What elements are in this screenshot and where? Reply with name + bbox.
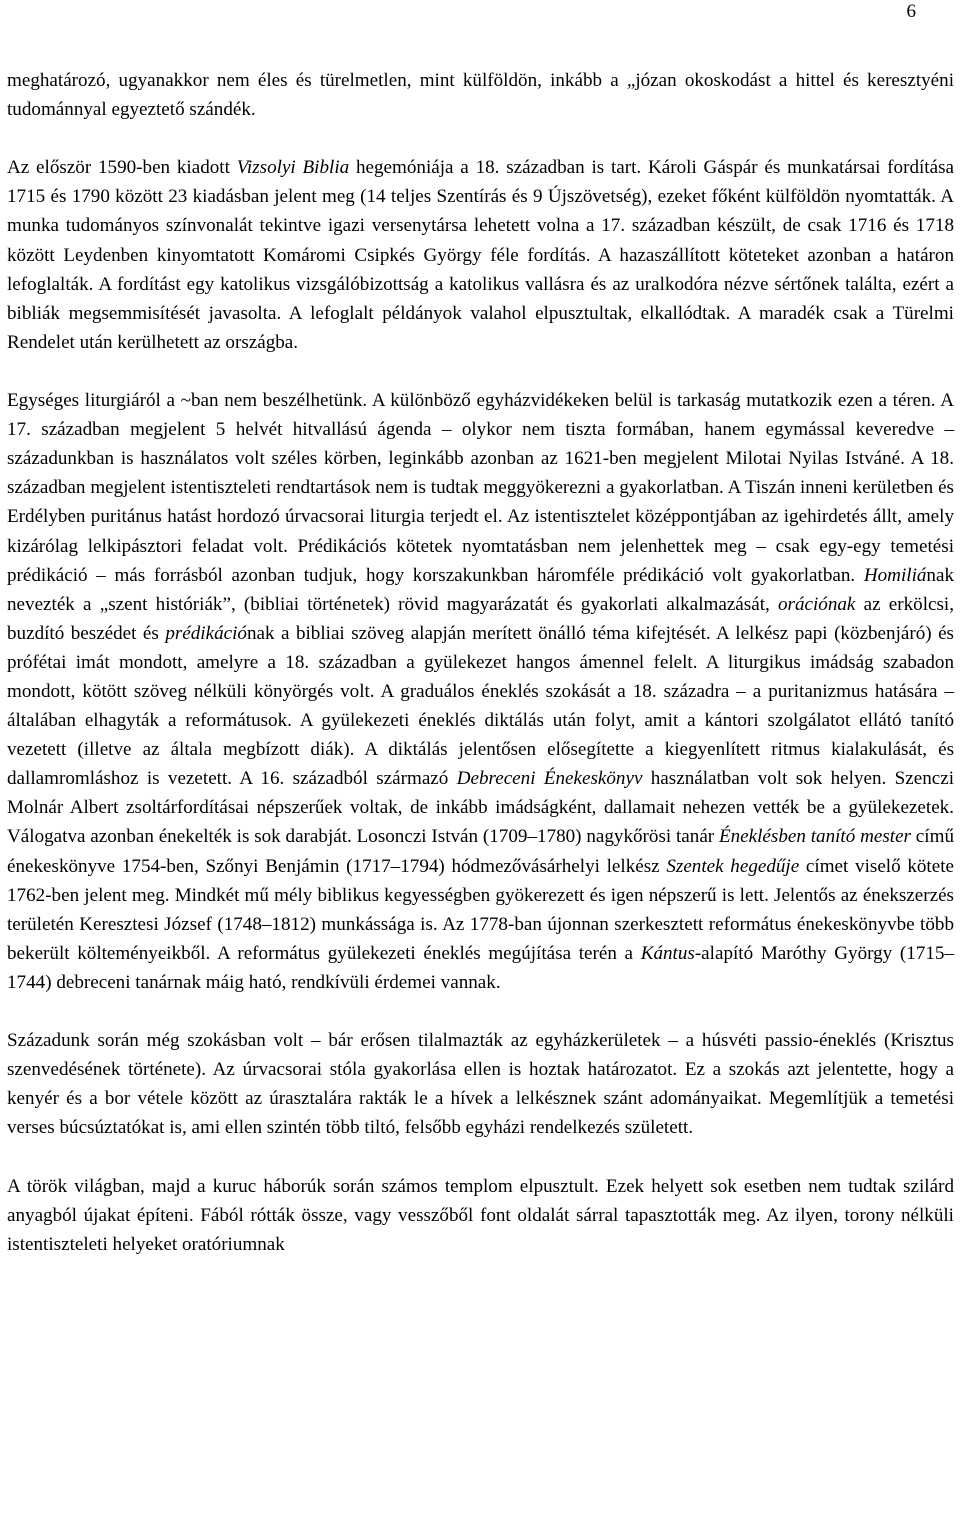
italic-title-enekelesben-tanito-mester: Éneklésben tanító mester bbox=[718, 826, 911, 848]
paragraph-1 bbox=[7, 66, 954, 124]
text-span: nak nevezték a „szent históriák”, (bibliai történetek) rövid magyarázatát és gyakorlati alkalmazását, bbox=[7, 564, 954, 615]
text-span: Az először 1590-ben kiadott bbox=[7, 157, 237, 179]
italic-title-szentek-hegeduje: Szentek hegedűje bbox=[666, 855, 800, 877]
italic-title-vizsolyi-biblia: Vizsolyi Biblia bbox=[236, 157, 350, 179]
text-span: -alapító Maróthy György (1715–1744) debreceni tanárnak máig ható, rendkívüli érdemei vannak. bbox=[7, 942, 954, 993]
paragraph-3 bbox=[7, 386, 954, 997]
page-number: 6 bbox=[906, 1, 916, 22]
text-span: nak a bibliai szöveg alapján merített önálló téma kifejtését. A lelkész papi (közbenjáró) és prófétai imát mondott, amelyre a 18. században a gyülekezet hangos ámennel felelt. A liturgikus imádság szabadon mondott, kötött szöveg nélküli könyörgés volt. A graduálos éneklés szokását a 18. századra – a puritanizmus hatására – általában elhagyták a reformátusok. A gyülekezeti éneklés diktálás után folyt, amit a kántori szolgálatot ellátó tanító vezetett (illetve az általa megbízott diák). A diktálás jelentősen elősegítette a kiegyenlített ritmus kialakulását, és dallamromláshoz is vezetett. A 16. századból származó bbox=[7, 622, 954, 790]
text-span: címet viselő kötete 1762-ben jelent meg. Mindkét mű mély biblikus kegyességben gyökerezett és igen népszerű is lett. Jelentős az énekszerzés területén Keresztesi József (1748–1812) munkássága is. Az 1778-ban újonnan szerkesztett református énekeskönyvbe több bekerült költeményeikből. A református gyülekezeti éneklés megújítása terén a bbox=[7, 855, 954, 964]
text-span: hegemóniája a 18. században is tart. Károli Gáspár és munkatársai fordítása 1715 és 1790 között 23 kiadásban jelent meg (14 teljes Szentírás és 9 Újszövetség), ezeket főként külföldön nyomtatták. A munka tudományos színvonalát tekintve igazi versenytársa lehetett volna a 17. században készült, de csak 1716 és 1718 között Leydenben kinyomtatott Komáromi Csipkés György féle fordítás. A hazaszállított köteteket azonban a határon lefoglalták. A fordítást egy katolikus vizsgálóbizottság a katolikus vallásra és az uralkodóra nézve sértőnek találta, ezért a bibliák megsemmisítését javasolta. A lefoglalt példányok valahol elpusztultak, elkallódtak. A maradék csak a Türelmi Rendelet után kerülhetett az országba. bbox=[7, 157, 954, 353]
paragraph-2 bbox=[7, 153, 954, 357]
text-span: az erkölcsi, buzdító beszédet és bbox=[7, 593, 954, 644]
italic-term-oracio: orációnak bbox=[777, 593, 856, 615]
italic-term-kantus: Kántus bbox=[640, 942, 695, 964]
text-span: című énekeskönyve 1754-ben, Szőnyi Benjámin (1717–1794) hódmezővásárhelyi lelkész bbox=[7, 826, 954, 877]
italic-title-debreceni-enekeskonyv: Debreceni Énekeskönyv bbox=[456, 768, 643, 790]
text-span: A török világban, majd a kuruc háborúk során számos templom elpusztult. Ezek helyett sok esetben nem tudtak szilárd anyagból újakat építeni. Fából rótták össze, vagy vesszőből font oldalát sárral tapasztották meg. Az ilyen, torony nélküli istentiszteleti helyeket oratóriumnak bbox=[7, 1175, 954, 1255]
text-span: meghatározó, ugyanakkor nem éles és türelmetlen, mint külföldön, inkább a „józan okoskodást a hittel és keresztyéni tudománnyal egyeztető szándék. bbox=[7, 70, 954, 121]
paragraph-5 bbox=[7, 1172, 954, 1259]
body-text bbox=[7, 66, 954, 1259]
italic-term-predikacio: prédikáció bbox=[165, 622, 247, 644]
italic-term-homilia: Homiliá bbox=[863, 564, 927, 586]
text-span: Egységes liturgiáról a ~ban nem beszélhetünk. A különböző egyházvidékeken belül is tarkaság mutatkozik ezen a téren. A 17. században megjelent 5 helvét hitvallású ágenda – olykor nem tiszta formában, hanem egymással keveredve – századunkban is használatos volt széles körben, leginkább azonban az 1621-ben megjelent Milotai Nyilas Istváné. A 18. században megjelent istentiszteleti rendtartások nem is tudtak meggyökerezni a gyakorlatban. A Tiszán inneni kerületben és Erdélyben puritánus hatást hordozó úrvacsorai liturgia terjedt el. Az istentisztelet középpontjában az igehirdetés állt, amely kizárólag lelkipásztori feladat volt. Prédikációs kötetek nyomtatásban nem jelenhettek meg – csak egy-egy temetési prédikáció – más forrásból azonban tudjuk, hogy korszakunkban háromféle prédikáció volt gyakorlatban. bbox=[7, 390, 954, 586]
paragraph-4 bbox=[7, 1026, 954, 1142]
text-span: Századunk során még szokásban volt – bár erősen tilalmazták az egyházkerületek – a húsvéti passio-éneklés (Krisztus szenvedésének története). Az úrvacsorai stóla gyakorlása ellen is hoztak határozatot. Ez a szokás azt jelentette, hogy a kenyér és a bor vétele között az úrasztalára rakták le a hívek a lelkésznek szánt adományaikat. Megemlítjük a temetési verses búcsúztatókat is, ami ellen szintén több tiltó, felsőbb egyházi rendelkezés született. bbox=[7, 1030, 954, 1139]
text-span: használatban volt sok helyen. Szenczi Molnár Albert zsoltárfordításai népszerűek voltak, de inkább imádságként, dallamait nehezen vették be a gyülekezetek. Válogatva azonban énekelték is sok darabját. Losonczi István (1709–1780) nagykőrösi tanár bbox=[7, 768, 955, 848]
